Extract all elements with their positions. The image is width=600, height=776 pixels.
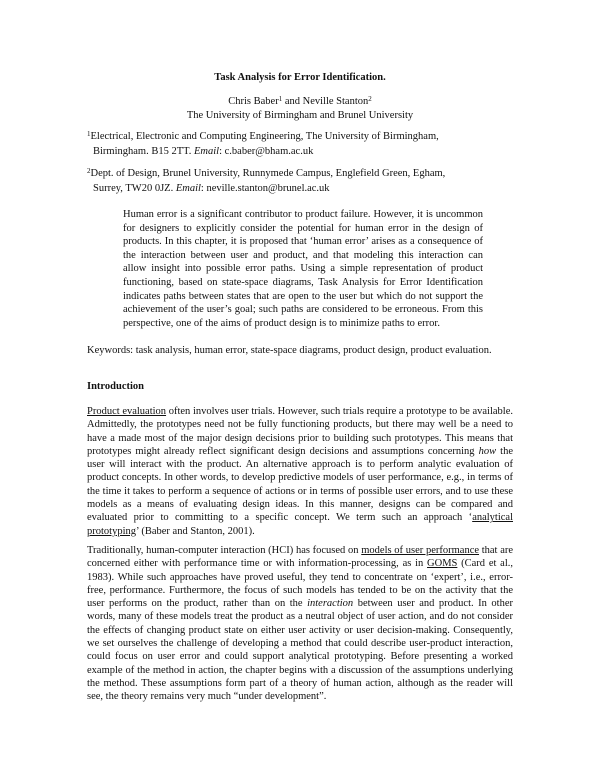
affiliation-1-email-label: Email <box>194 145 220 157</box>
paragraph-1 <box>87 405 513 538</box>
author-and: and <box>282 96 303 107</box>
affiliation-2-sup: 2 <box>87 167 91 175</box>
paragraph-1-text-b: the user will interact with the product. An alternative approach is to perform analytic evaluation of product concepts. In other words, to develop predictive models of user performance, e.g., in terms of the time it takes to perform a sequence of actions or in terms of possible user errors, and to use these models as a means of evaluating design ideas. In this manner, designs can be compared and evaluated prior to committing to a specific concept. We term such an approach ‘ <box>87 445 514 524</box>
affiliation-2-line1: Dept. of Design, Brunel University, Runnymede Campus, Englefield Green, Egham, <box>90 168 446 179</box>
paragraph-2-text-a: Traditionally, human-computer interaction (HCI) has focused on <box>87 545 362 556</box>
affiliation-1 <box>87 130 527 158</box>
paragraph-1-text-a: often involves user trials. However, such trials require a prototype to be available. Admittedly, the prototypes need not be fully functioning products, but there may well be a need to have a made most of the major design decisions prior to building such prototypes. This means that prototypes might already reflect significant design decisions and assumptions concerning <box>87 406 513 457</box>
paragraph-1-link-analytical-prototyping[interactable]: analytical prototyping <box>87 512 513 537</box>
author-line <box>0 95 600 109</box>
affiliation-2-email-label: Email <box>175 182 201 194</box>
affiliation-2 <box>87 167 527 195</box>
author-name-2: Neville Stanton <box>302 96 369 107</box>
affiliation-1-line1: Electrical, Electronic and Computing Engineering, The University of Birmingham, <box>90 131 439 142</box>
paragraph-1-text-c: ’ (Baber and Stanton, 2001). <box>136 525 255 537</box>
affiliation-2-email: : neville.stanton@brunel.ac.uk <box>200 182 330 194</box>
affiliation-1-address: Birmingham. B15 2TT. <box>93 145 195 157</box>
paragraph-2-link-goms[interactable]: GOMS <box>427 558 458 570</box>
institution-line: The University of Birmingham and Brunel University <box>186 109 414 121</box>
author-block <box>0 95 600 122</box>
abstract: Human error is a significant contributor to product failure. However, it is uncommon for designers to explicitly consider the potential for human error in the design of products. In this chapter, it is proposed that ‘human error’ arises as a consequence of the interaction between user and product, and that modeling this interaction can allow insight into possible error paths. Using a simple representation of product functioning, based on state-space diagrams, Task Analysis for Error Identification indicates paths between states that are open to the user but which do not support the achievement of the user’s goal; such paths are considered to be erroneous. From this perspective, one of the aims of product design is to minimize paths to error. <box>123 209 483 329</box>
paragraph-2-link-models[interactable]: models of user performance <box>361 545 480 556</box>
affiliation-1-email: : c.baber@bham.ac.uk <box>219 145 314 157</box>
paragraph-2-emphasis: interaction <box>307 598 354 610</box>
keywords: Keywords: task analysis, human error, state-space diagrams, product design, product evaluation. <box>87 345 492 356</box>
paper-title: Task Analysis for Error Identification. <box>214 72 386 83</box>
section-heading: Introduction <box>87 381 144 392</box>
paragraph-2 <box>87 544 513 704</box>
author-sup-1: 1 <box>278 95 283 103</box>
paragraph-1-link-product-evaluation[interactable]: Product evaluation <box>87 406 167 417</box>
paragraph-2-text-b: that are concerned either with performance time or with information-processing, as in <box>87 545 514 570</box>
paragraph-1-emphasis: how <box>478 445 497 457</box>
author-name-1: Chris Baber <box>228 96 279 107</box>
paragraph-2-text-c: (Card et al., 1983). While such approaches have proved useful, they tend to concentrate on ‘expert’, i.e., error-free, performance. Furthermore, the focus of such models has tended to be on the activity that the user performs on the product, rather than on the <box>87 558 513 610</box>
affiliation-2-address: Surrey, TW20 0JZ. <box>93 182 176 194</box>
paragraph-2-text-d: between user and product. In other words, many of these models treat the product as a neutral object of user action, and do not consider the effects of changing product state on either user activity or user decision-making. Consequently, we set ourselves the challenge of developing a method that could describe user-product interaction, could focus on user error and could support analytical prototyping. Before presenting a worked example of the method in action, the chapter begins with a discussion of the assumptions underlying the method. These assumptions form part of a theory of human action, although as the reader will see, the theory remains very much “under development”. <box>87 598 514 703</box>
affiliation-1-sup: 1 <box>87 130 91 138</box>
author-sup-2: 2 <box>368 95 372 103</box>
